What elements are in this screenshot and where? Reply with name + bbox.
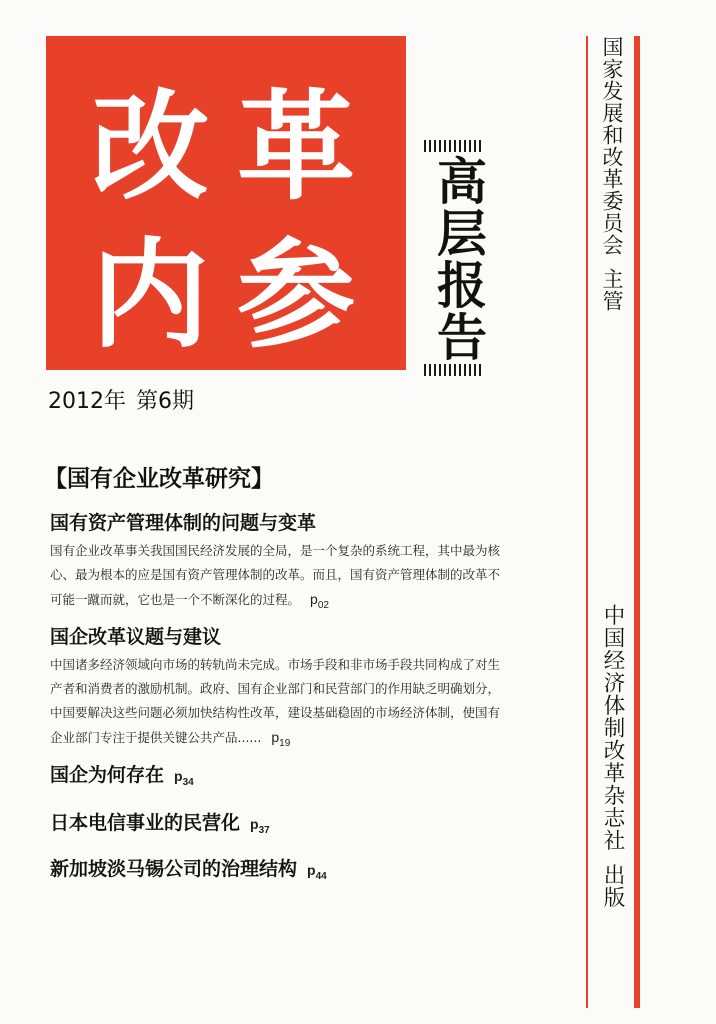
article-title[interactable]: 国企改革议题与建议 bbox=[50, 626, 222, 648]
section-title: 【国有企业改革研究】 bbox=[44, 466, 274, 492]
page-number: 37 bbox=[258, 825, 270, 836]
sponsor-role: 主管 bbox=[600, 268, 624, 312]
page-reference bbox=[250, 816, 270, 836]
page-prefix: p bbox=[310, 590, 318, 607]
publisher-name: 中国经济体制改革杂志社 bbox=[600, 604, 625, 852]
article-abstract-text: 国有企业改革事关我国国民经济发展的全局，是一个复杂的系统工程，其中最为核心、最为根本的应是国有资产管理体制的改革。而且，国有资产管理体制的改革不可能一蹴而就，它也是一个不断深化的过程。 bbox=[50, 542, 501, 607]
article-title-line[interactable] bbox=[50, 812, 520, 837]
article-title[interactable]: 国有资产管理体制的问题与变革 bbox=[50, 512, 317, 534]
issue-number: 第6期 bbox=[136, 389, 194, 414]
issue-line bbox=[48, 384, 194, 415]
article-title[interactable]: 日本电信事业的民营化 bbox=[50, 812, 241, 834]
page-number: 34 bbox=[182, 777, 194, 788]
page-number: 19 bbox=[279, 737, 291, 749]
page-number: 44 bbox=[315, 871, 327, 882]
masthead-char: 改 bbox=[90, 78, 209, 216]
masthead-char: 革 bbox=[236, 78, 355, 216]
red-rule-thick bbox=[634, 36, 640, 1008]
article-entry[interactable] bbox=[50, 764, 520, 789]
page-reference bbox=[174, 768, 194, 788]
masthead-block bbox=[46, 36, 406, 370]
hatch-decoration bbox=[424, 364, 484, 376]
page-prefix: p bbox=[307, 862, 316, 878]
publisher-role: 出版 bbox=[600, 863, 625, 909]
article-abstract bbox=[50, 539, 512, 618]
article-title-line[interactable] bbox=[50, 764, 520, 789]
article-entry[interactable] bbox=[50, 858, 520, 883]
report-tag-text: 高层报告 bbox=[429, 155, 487, 363]
hatch-decoration bbox=[424, 140, 484, 152]
masthead-char: 内 bbox=[90, 226, 209, 364]
article-title[interactable]: 新加坡淡马锡公司的治理结构 bbox=[50, 858, 298, 880]
masthead-char: 参 bbox=[236, 226, 355, 364]
page-prefix: p bbox=[250, 816, 259, 832]
article-entry[interactable] bbox=[50, 512, 520, 618]
sponsor-name: 国家发展和改革委员会 bbox=[600, 36, 624, 256]
page-reference bbox=[271, 728, 291, 749]
article-title-line[interactable] bbox=[50, 858, 520, 883]
page-reference bbox=[310, 590, 329, 611]
report-tag bbox=[424, 140, 487, 376]
red-rule-thin bbox=[586, 36, 588, 1008]
issue-year: 2012年 bbox=[48, 389, 126, 414]
page-prefix: p bbox=[174, 768, 183, 784]
article-title[interactable]: 国企为何存在 bbox=[50, 764, 165, 786]
article-abstract bbox=[50, 653, 512, 756]
page-number: 02 bbox=[317, 599, 329, 611]
publisher-text bbox=[594, 604, 630, 924]
page-prefix: p bbox=[271, 728, 280, 745]
page-reference bbox=[307, 862, 327, 882]
sponsor-text bbox=[594, 36, 630, 376]
article-abstract-text: 中国诸多经济领域向市场的转轨尚未完成。市场手段和非市场手段共同构成了对生产者和消费者的激励机制。政府、国有企业部门和民营部门的作用缺乏明确划分，中国要解决这些问题必须加快结构性改革，建设基础稳固的市场经济体制，使国有企业部门专注于提供关键公共产品...... bbox=[50, 656, 501, 745]
article-entry[interactable] bbox=[50, 626, 520, 756]
article-entry[interactable] bbox=[50, 812, 520, 837]
